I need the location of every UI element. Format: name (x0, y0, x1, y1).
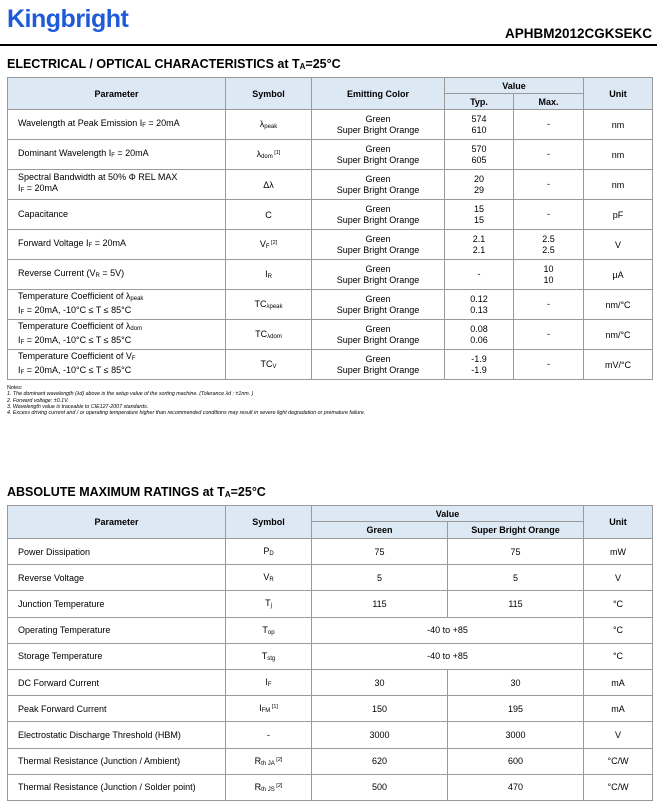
max-value: - (547, 209, 550, 219)
unit-cell: nm/°C (584, 320, 653, 350)
value-green: 30 (312, 669, 448, 695)
unit-cell: mV/°C (584, 350, 653, 380)
header-emitting-color: Emitting Color (312, 78, 445, 110)
symbol-cell (226, 260, 312, 290)
symbol-text: C (265, 209, 272, 220)
header-value: Value (312, 506, 584, 522)
param-cell: Reverse Voltage (8, 565, 226, 591)
header-orange: Super Bright Orange (448, 522, 584, 539)
unit-cell: mA (584, 669, 653, 695)
value-orange: 600 (448, 748, 584, 774)
param-text: = 20mA (24, 183, 58, 193)
param-text: = 20mA, -10°C ≤ T ≤ 85°C (24, 364, 132, 375)
symbol-text: λ (259, 119, 265, 129)
typ-cell (445, 230, 514, 260)
param-cell (8, 320, 226, 350)
typ-value: 610 (471, 124, 487, 135)
unit-cell: pF (584, 200, 653, 230)
param-subscript: F (20, 309, 25, 316)
symbol-cell (226, 200, 312, 230)
typ-value: 0.13 (470, 304, 488, 315)
table-row (8, 350, 653, 380)
param-line (18, 209, 225, 220)
max-value: - (547, 119, 550, 129)
param-text: = 20mA (114, 147, 149, 158)
symbol-note: [2] (274, 782, 283, 789)
symbol-cell (226, 290, 312, 320)
symbol-cell (226, 774, 312, 800)
symbol-cell (226, 696, 312, 722)
param-text: = 20mA, -10°C ≤ T ≤ 85°C (24, 304, 132, 315)
header-value: Value (445, 78, 584, 94)
symbol-cell (226, 170, 312, 200)
color-cell (312, 260, 445, 290)
symbol-note: [2] (269, 240, 278, 246)
max-cell (514, 110, 584, 140)
color-green: Green (365, 143, 391, 154)
param-text: Dominant Wavelength I (18, 147, 112, 158)
typ-value: 29 (473, 184, 484, 195)
header-unit: Unit (584, 506, 653, 539)
color-cell (312, 290, 445, 320)
symbol-cell (226, 230, 312, 260)
param-line (18, 351, 225, 365)
param-cell: Power Dissipation (8, 539, 226, 565)
param-text: Wavelength at Peak Emission I (18, 117, 143, 128)
color-orange: Super Bright Orange (336, 364, 420, 375)
table-row (8, 170, 653, 200)
typ-value: 0.12 (470, 293, 488, 304)
symbol-text: V (263, 572, 270, 583)
color-cell (312, 140, 445, 170)
header-divider (0, 44, 657, 46)
symbol-cell (226, 110, 312, 140)
typ-cell (445, 350, 514, 380)
value-orange: 115 (448, 591, 584, 617)
color-green: Green (365, 233, 391, 244)
param-cell: Peak Forward Current (8, 696, 226, 722)
table-row (8, 200, 653, 230)
header-typ: Typ. (445, 94, 514, 110)
unit-cell: nm (584, 170, 653, 200)
param-subscript: F (142, 122, 146, 129)
table-row (8, 774, 653, 800)
symbol-text: I (259, 703, 262, 714)
param-cell (8, 230, 226, 260)
value-orange: 30 (448, 669, 584, 695)
unit-cell: V (584, 722, 653, 748)
typ-value: 574 (471, 113, 487, 124)
symbol-cell (226, 539, 312, 565)
param-text: Forward Voltage I (18, 237, 89, 248)
symbol-cell (226, 565, 312, 591)
brand-logo: Kingbright (7, 5, 129, 33)
color-green: Green (365, 203, 391, 214)
max-value: 2.5 (542, 244, 555, 255)
note-line: Notes: (7, 385, 23, 391)
param-text: Reverse Current (V (18, 267, 96, 278)
param-subscript: F (20, 369, 25, 376)
typ-value: 0.08 (470, 323, 488, 334)
table-row (8, 230, 653, 260)
symbol-subscript: R (267, 274, 272, 280)
typ-cell (445, 260, 514, 290)
typ-cell (445, 140, 514, 170)
header-parameter: Parameter (8, 506, 226, 539)
header-green: Green (312, 522, 448, 539)
header-parameter: Parameter (8, 78, 226, 110)
symbol-subscript: op (267, 629, 275, 636)
param-cell (8, 350, 226, 380)
symbol-subscript: F (267, 682, 272, 689)
max-cell (514, 320, 584, 350)
symbol-note: [1] (272, 150, 281, 156)
symbol-text: I (265, 677, 268, 688)
notes-block (7, 385, 365, 416)
typ-value: 15 (473, 203, 484, 214)
color-green: Green (365, 293, 391, 304)
symbol-cell (226, 722, 312, 748)
max-cell (514, 290, 584, 320)
param-line (18, 238, 225, 252)
symbol-subscript: λpeak (266, 304, 283, 310)
value-orange: 75 (448, 539, 584, 565)
part-number: APHBM2012CGKSEKC (504, 26, 652, 41)
color-green: Green (365, 173, 391, 184)
param-text: = 20mA, -10°C ≤ T ≤ 85°C (24, 334, 132, 345)
symbol-text: T (262, 624, 268, 635)
color-green: Green (365, 353, 391, 364)
header-unit: Unit (584, 78, 653, 110)
param-line (18, 335, 225, 349)
typ-value: 0.06 (470, 334, 488, 345)
symbol-text: λ (256, 149, 262, 159)
param-line (18, 305, 225, 319)
value-green: 75 (312, 539, 448, 565)
symbol-text: P (263, 546, 270, 557)
color-green: Green (365, 263, 391, 274)
symbol-cell (226, 617, 312, 643)
unit-cell: nm/°C (584, 290, 653, 320)
max-value: - (547, 329, 550, 339)
typ-value: 2.1 (472, 233, 486, 244)
symbol-cell (226, 350, 312, 380)
color-orange: Super Bright Orange (336, 334, 420, 345)
max-value: 10 (543, 263, 554, 274)
param-cell: Thermal Resistance (Junction / Ambient) (8, 748, 226, 774)
color-orange: Super Bright Orange (336, 154, 420, 165)
color-cell (312, 170, 445, 200)
symbol-subscript: peak (264, 124, 278, 130)
table-row (8, 617, 653, 643)
value-orange: 3000 (448, 722, 584, 748)
param-cell: Thermal Resistance (Junction / Solder point) (8, 774, 226, 800)
color-orange: Super Bright Orange (336, 184, 420, 195)
param-cell (8, 140, 226, 170)
value-green: 115 (312, 591, 448, 617)
max-cell (514, 170, 584, 200)
color-cell (312, 200, 445, 230)
param-text: I (18, 364, 21, 375)
param-cell: DC Forward Current (8, 669, 226, 695)
max-value: 2.5 (542, 233, 555, 244)
value-orange: 195 (448, 696, 584, 722)
param-subscript: F (131, 355, 136, 362)
table-row (8, 290, 653, 320)
param-text: Capacitance (18, 209, 69, 219)
header-symbol: Symbol (226, 506, 312, 539)
param-text: Temperature Coefficient of λ (18, 290, 131, 301)
symbol-subscript: R (269, 577, 274, 584)
unit-cell: °C (584, 643, 653, 669)
value-orange: 470 (448, 774, 584, 800)
symbol-subscript: V (272, 364, 277, 370)
param-text: I (18, 304, 21, 315)
unit-cell: °C (584, 617, 653, 643)
unit-cell: mW (584, 539, 653, 565)
typ-value: 2.1 (472, 244, 486, 255)
param-text: I (18, 183, 21, 193)
param-subscript: F (88, 242, 93, 249)
color-green: Green (365, 323, 391, 334)
typ-cell (445, 290, 514, 320)
unit-cell: mA (584, 696, 653, 722)
param-line (18, 291, 225, 305)
unit-cell: V (584, 230, 653, 260)
symbol-cell (226, 591, 312, 617)
color-orange: Super Bright Orange (336, 214, 420, 225)
param-subscript: peak (130, 295, 144, 302)
symbol-subscript: th JS (261, 786, 275, 793)
table-row (8, 320, 653, 350)
param-cell: Electrostatic Discharge Threshold (HBM) (8, 722, 226, 748)
symbol-subscript: FM (261, 708, 271, 715)
table-row (8, 260, 653, 290)
max-value: - (547, 359, 550, 369)
typ-value: -1.9 (471, 353, 487, 364)
typ-value: 20 (473, 173, 484, 184)
unit-cell: °C/W (584, 774, 653, 800)
value-green: 150 (312, 696, 448, 722)
symbol-subscript: stg (267, 655, 276, 662)
symbol-subscript: λdom (267, 334, 282, 340)
param-text: = 20mA (145, 117, 180, 128)
symbol-subscript: dom (261, 154, 273, 160)
symbol-text: TC (260, 359, 273, 369)
symbol-subscript: D (269, 551, 274, 558)
symbol-text: - (267, 729, 270, 740)
symbol-cell (226, 669, 312, 695)
color-cell (312, 110, 445, 140)
symbol-text: T (265, 598, 271, 609)
symbol-subscript: th JA (261, 760, 275, 767)
unit-cell: °C (584, 591, 653, 617)
param-line (18, 321, 225, 335)
color-orange: Super Bright Orange (336, 244, 420, 255)
max-value: - (547, 179, 550, 189)
color-cell (312, 230, 445, 260)
amr-section-title: ABSOLUTE MAXIMUM RATINGS at $T_A=25^\circ C$ (7, 485, 266, 499)
param-text: Temperature Coefficient of V (18, 350, 132, 361)
value-merged: -40 to +85 (312, 617, 584, 643)
unit-cell: °C/W (584, 748, 653, 774)
param-cell (8, 200, 226, 230)
param-text: I (18, 334, 21, 345)
typ-value: - (477, 269, 481, 279)
param-cell (8, 170, 226, 200)
value-green: 500 (312, 774, 448, 800)
param-text: = 20mA (92, 237, 126, 248)
param-cell (8, 260, 226, 290)
param-line (18, 268, 225, 282)
param-cell (8, 110, 226, 140)
color-orange: Super Bright Orange (336, 124, 420, 135)
param-subscript: R (95, 272, 100, 279)
unit-cell: μA (584, 260, 653, 290)
param-cell (8, 290, 226, 320)
value-green: 5 (312, 565, 448, 591)
table-row (8, 565, 653, 591)
note-line: 3. Wavelength value is traceable to CIE127-2007 standards. (7, 403, 149, 410)
param-subscript: dom (130, 325, 143, 332)
color-cell (312, 320, 445, 350)
value-orange: 5 (448, 565, 584, 591)
table-row (8, 110, 653, 140)
typ-value: 15 (473, 214, 484, 225)
value-merged: -40 to +85 (312, 643, 584, 669)
param-line (18, 365, 225, 379)
max-cell (514, 200, 584, 230)
symbol-subscript: j (270, 603, 272, 610)
max-cell (514, 140, 584, 170)
symbol-cell (226, 320, 312, 350)
table-row (8, 722, 653, 748)
symbol-cell (226, 748, 312, 774)
value-green: 620 (312, 748, 448, 774)
symbol-text: V (259, 239, 266, 249)
typ-value: 570 (471, 143, 487, 154)
eo-section-title: ELECTRICAL / OPTICAL CHARACTERISTICS at $T_A=25^\circ C$ (7, 57, 341, 71)
value-green: 3000 (312, 722, 448, 748)
max-cell (514, 230, 584, 260)
param-line (18, 118, 225, 132)
unit-cell: nm (584, 140, 653, 170)
param-line (18, 183, 225, 197)
param-text: Spectral Bandwidth at 50% Φ REL MAX (18, 172, 178, 182)
max-value: 10 (543, 274, 554, 285)
symbol-cell (226, 643, 312, 669)
typ-cell (445, 170, 514, 200)
typ-cell (445, 320, 514, 350)
unit-cell: V (584, 565, 653, 591)
absolute-max-ratings-table (7, 505, 653, 801)
symbol-note: [2] (274, 756, 283, 763)
max-cell (514, 350, 584, 380)
symbol-text: R (254, 781, 262, 792)
max-value: - (547, 299, 550, 309)
symbol-subscript: F (265, 244, 270, 250)
param-cell: Storage Temperature (8, 643, 226, 669)
param-text: Temperature Coefficient of λ (18, 320, 131, 331)
symbol-note: [1] (270, 704, 278, 711)
symbol-text: TC (255, 329, 268, 339)
param-line (18, 172, 225, 183)
symbol-text: Δλ (263, 179, 274, 190)
symbol-text: TC (254, 299, 267, 309)
note-line: 4. Excess driving current and / or operating temperature higher than recommended conditions may result in severe light degradation or premature failure. (7, 410, 366, 417)
param-subscript: F (20, 339, 25, 346)
header-symbol: Symbol (226, 78, 312, 110)
max-value: - (547, 149, 550, 159)
table-row (8, 643, 653, 669)
note-line: 1. The dominant wavelength (λd) above is the setup value of the sorting machine. (Tolerance λd : ±1nm. ) (7, 391, 254, 398)
typ-value: 605 (471, 154, 487, 165)
typ-cell (445, 200, 514, 230)
symbol-text: T (261, 650, 268, 661)
electrical-optical-table (7, 77, 653, 380)
header-max: Max. (514, 94, 584, 110)
color-cell (312, 350, 445, 380)
param-cell: Operating Temperature (8, 617, 226, 643)
symbol-text: I (265, 269, 268, 279)
table-row (8, 140, 653, 170)
note-line: 2. Forward voltage: ±0.1V. (7, 397, 69, 404)
table-row (8, 539, 653, 565)
unit-cell: nm (584, 110, 653, 140)
param-text: = 5V) (99, 267, 125, 278)
table-row (8, 696, 653, 722)
param-subscript: F (111, 152, 115, 159)
color-orange: Super Bright Orange (336, 274, 420, 285)
color-green: Green (365, 113, 391, 124)
typ-value: -1.9 (471, 364, 487, 375)
typ-cell (445, 110, 514, 140)
table-row (8, 748, 653, 774)
color-orange: Super Bright Orange (336, 304, 420, 315)
symbol-text: R (254, 755, 262, 766)
param-subscript: F (20, 188, 25, 194)
table-row (8, 669, 653, 695)
symbol-cell (226, 140, 312, 170)
table-row (8, 591, 653, 617)
max-cell (514, 260, 584, 290)
param-line (18, 148, 225, 162)
param-cell: Junction Temperature (8, 591, 226, 617)
